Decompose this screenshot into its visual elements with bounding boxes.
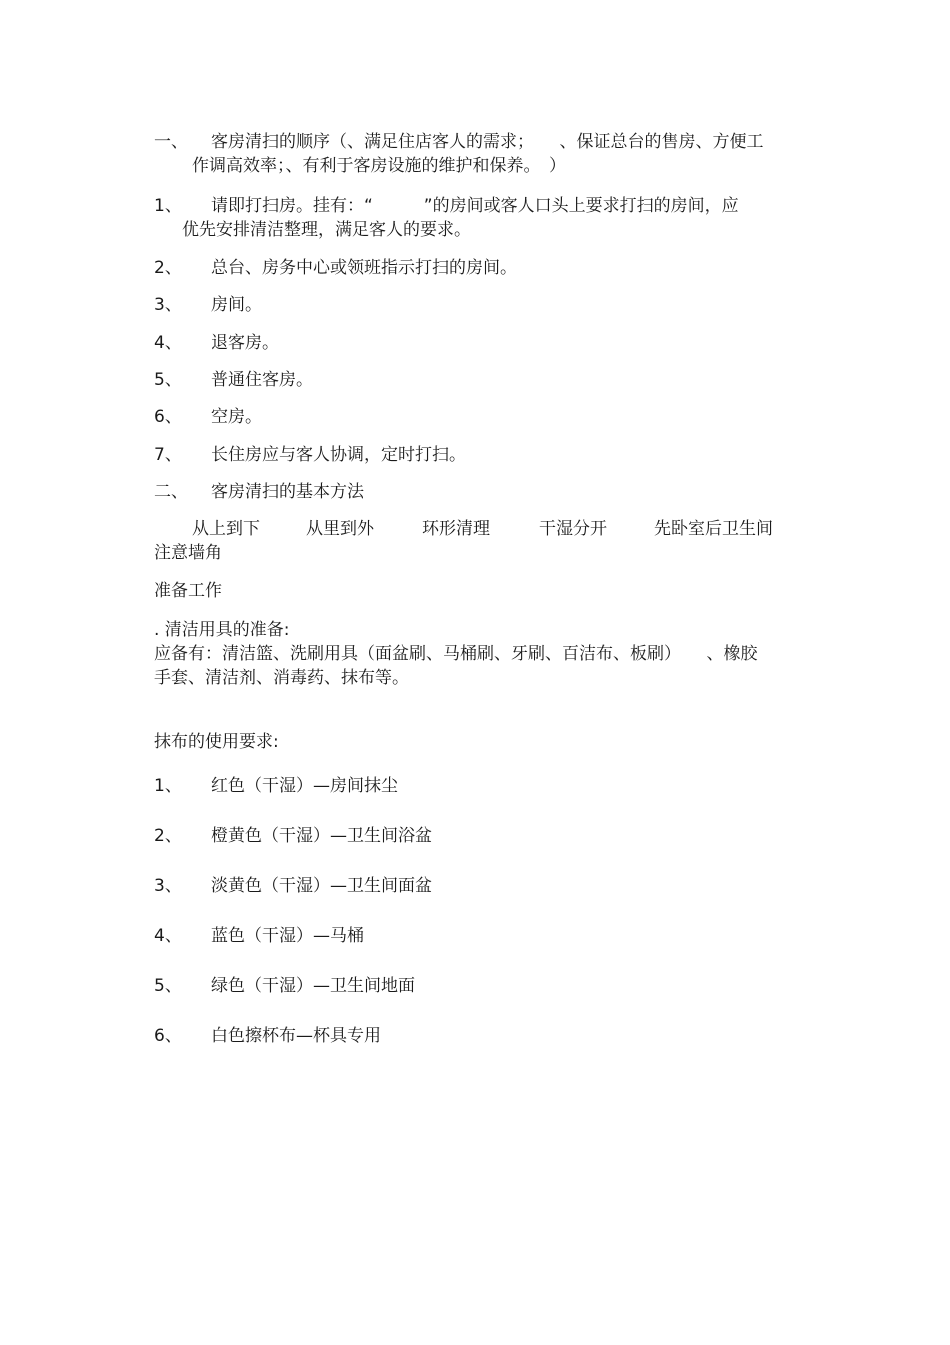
section-heading-line: 客房清扫的顺序（、满足住店客人的需求； 、保证总台的售房、方便工 <box>211 132 764 152</box>
tools-line: 应备有：清洁篮、洗刷用具（面盆刷、马桶刷、牙刷、百洁布、板刷） 、橡胶 <box>154 644 758 664</box>
list-item-number: 1、 <box>154 776 182 796</box>
list-item-text: 退客房。 <box>211 333 279 353</box>
list-item-text: 橙黄色（干湿）—卫生间浴盆 <box>211 826 432 846</box>
section-heading-line-continued: 作调高效率；、有利于客房设施的维护和保养。 ） <box>192 156 566 176</box>
list-item-number: 3、 <box>154 295 182 315</box>
list-item-text: 长住房应与客人协调，定时打扫。 <box>211 445 466 465</box>
list-item-text: 请即打扫房。挂有：“ ”的房间或客人口头上要求打扫的房间，应 <box>211 196 739 216</box>
method-item: 干湿分开 <box>539 519 607 539</box>
tools-heading: . 清洁用具的准备: <box>154 620 290 640</box>
list-item-text-continued: 优先安排清洁整理，满足客人的要求。 <box>182 220 471 240</box>
list-item-number: 2、 <box>154 826 182 846</box>
list-item-number: 2、 <box>154 258 182 278</box>
list-item-text: 绿色（干湿）—卫生间地面 <box>211 976 415 996</box>
list-item-number: 6、 <box>154 407 182 427</box>
section-heading: 客房清扫的基本方法 <box>211 482 364 502</box>
methods-tail: 注意墙角 <box>154 543 222 563</box>
list-item-text: 普通住客房。 <box>211 370 313 390</box>
list-item-text: 蓝色（干湿）—马桶 <box>211 926 364 946</box>
method-item: 从里到外 <box>306 519 374 539</box>
list-item-text: 空房。 <box>211 407 262 427</box>
list-item-text: 总台、房务中心或领班指示打扫的房间。 <box>211 258 517 278</box>
cloth-heading: 抹布的使用要求: <box>154 732 279 752</box>
list-item-text: 淡黄色（干湿）—卫生间面盆 <box>211 876 432 896</box>
list-item-text: 白色擦杯布—杯具专用 <box>211 1026 381 1046</box>
list-item-number: 5、 <box>154 976 182 996</box>
list-item-number: 3、 <box>154 876 182 896</box>
list-item-text: 房间。 <box>211 295 262 315</box>
method-item: 从上到下 <box>192 519 260 539</box>
list-item-text: 红色（干湿）—房间抹尘 <box>211 776 398 796</box>
list-item-number: 4、 <box>154 333 182 353</box>
list-item-number: 5、 <box>154 370 182 390</box>
list-item-number: 6、 <box>154 1026 182 1046</box>
tools-line-continued: 手套、清洁剂、消毒药、抹布等。 <box>154 668 409 688</box>
method-item: 环形清理 <box>422 519 490 539</box>
section-number: 二、 <box>154 482 188 502</box>
method-item: 先卧室后卫生间 <box>654 519 773 539</box>
prep-heading: 准备工作 <box>154 581 222 601</box>
section-number: 一、 <box>154 132 188 152</box>
list-item-number: 4、 <box>154 926 182 946</box>
list-item-number: 7、 <box>154 445 182 465</box>
list-item-number: 1、 <box>154 196 182 216</box>
